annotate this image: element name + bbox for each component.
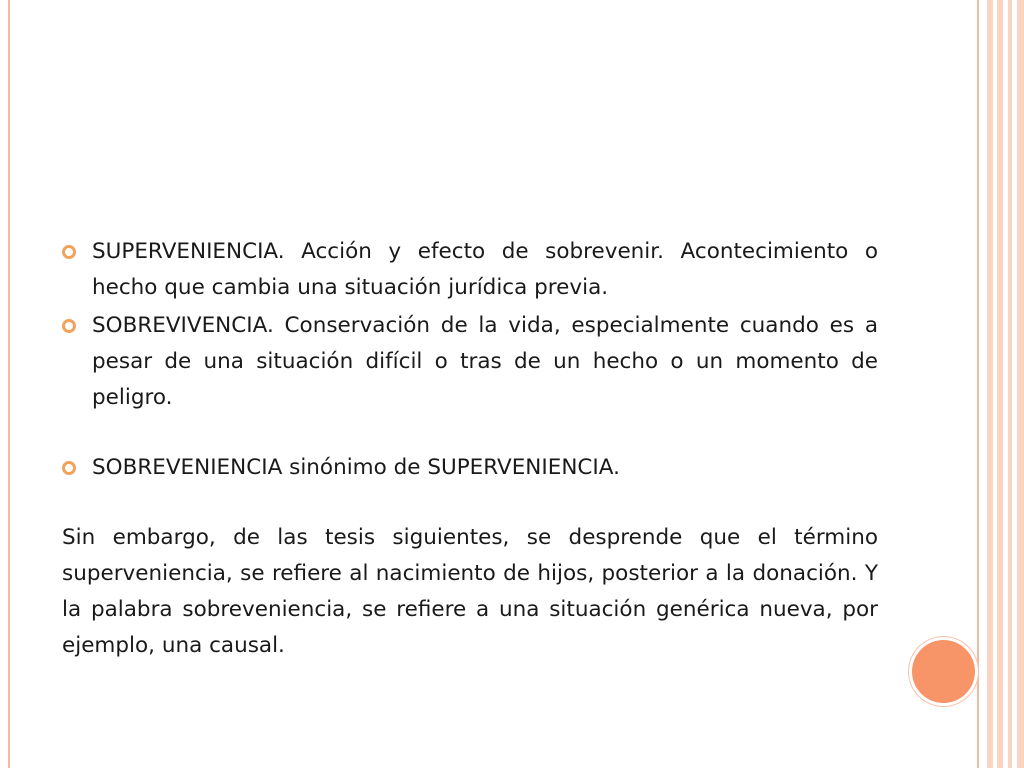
bullet-item-superveniencia	[62, 234, 878, 306]
bullet-text: SUPERVENIENCIA. Acción y efecto de sobrevenir. Acontecimiento o hecho que cambia una situación jurídica previa.	[92, 239, 878, 300]
right-stripes-decoration	[981, 0, 1024, 768]
orange-circle-decoration	[912, 640, 975, 703]
stripe	[1008, 0, 1012, 768]
ring-bullet-icon	[62, 461, 76, 475]
slide-content	[62, 234, 878, 664]
ring-bullet-icon	[62, 319, 76, 333]
stripe	[987, 0, 993, 768]
stripe	[997, 0, 1003, 768]
bullet-text: SOBREVIVENCIA. Conservación de la vida, especialmente cuando es a pesar de una situación difícil o tras de un hecho o un momento de peligro.	[92, 313, 878, 410]
bullet-text: SOBREVENIENCIA sinónimo de SUPERVENIENCIA.	[92, 455, 620, 480]
ring-bullet-icon	[62, 245, 76, 259]
frame-left-line	[8, 0, 10, 768]
body-paragraph: Sin embargo, de las tesis siguientes, se desprende que el término superveniencia, se refiere al nacimiento de hijos, posterior a la donación. Y la palabra sobreveniencia, se refiere a una situación genérica nueva, por ejemplo, una causal.	[62, 525, 878, 658]
bullet-item-sobreveniencia	[62, 450, 878, 486]
stripe	[1017, 0, 1024, 768]
bullet-item-sobrevivencia	[62, 308, 878, 416]
frame-right-line	[977, 0, 979, 768]
